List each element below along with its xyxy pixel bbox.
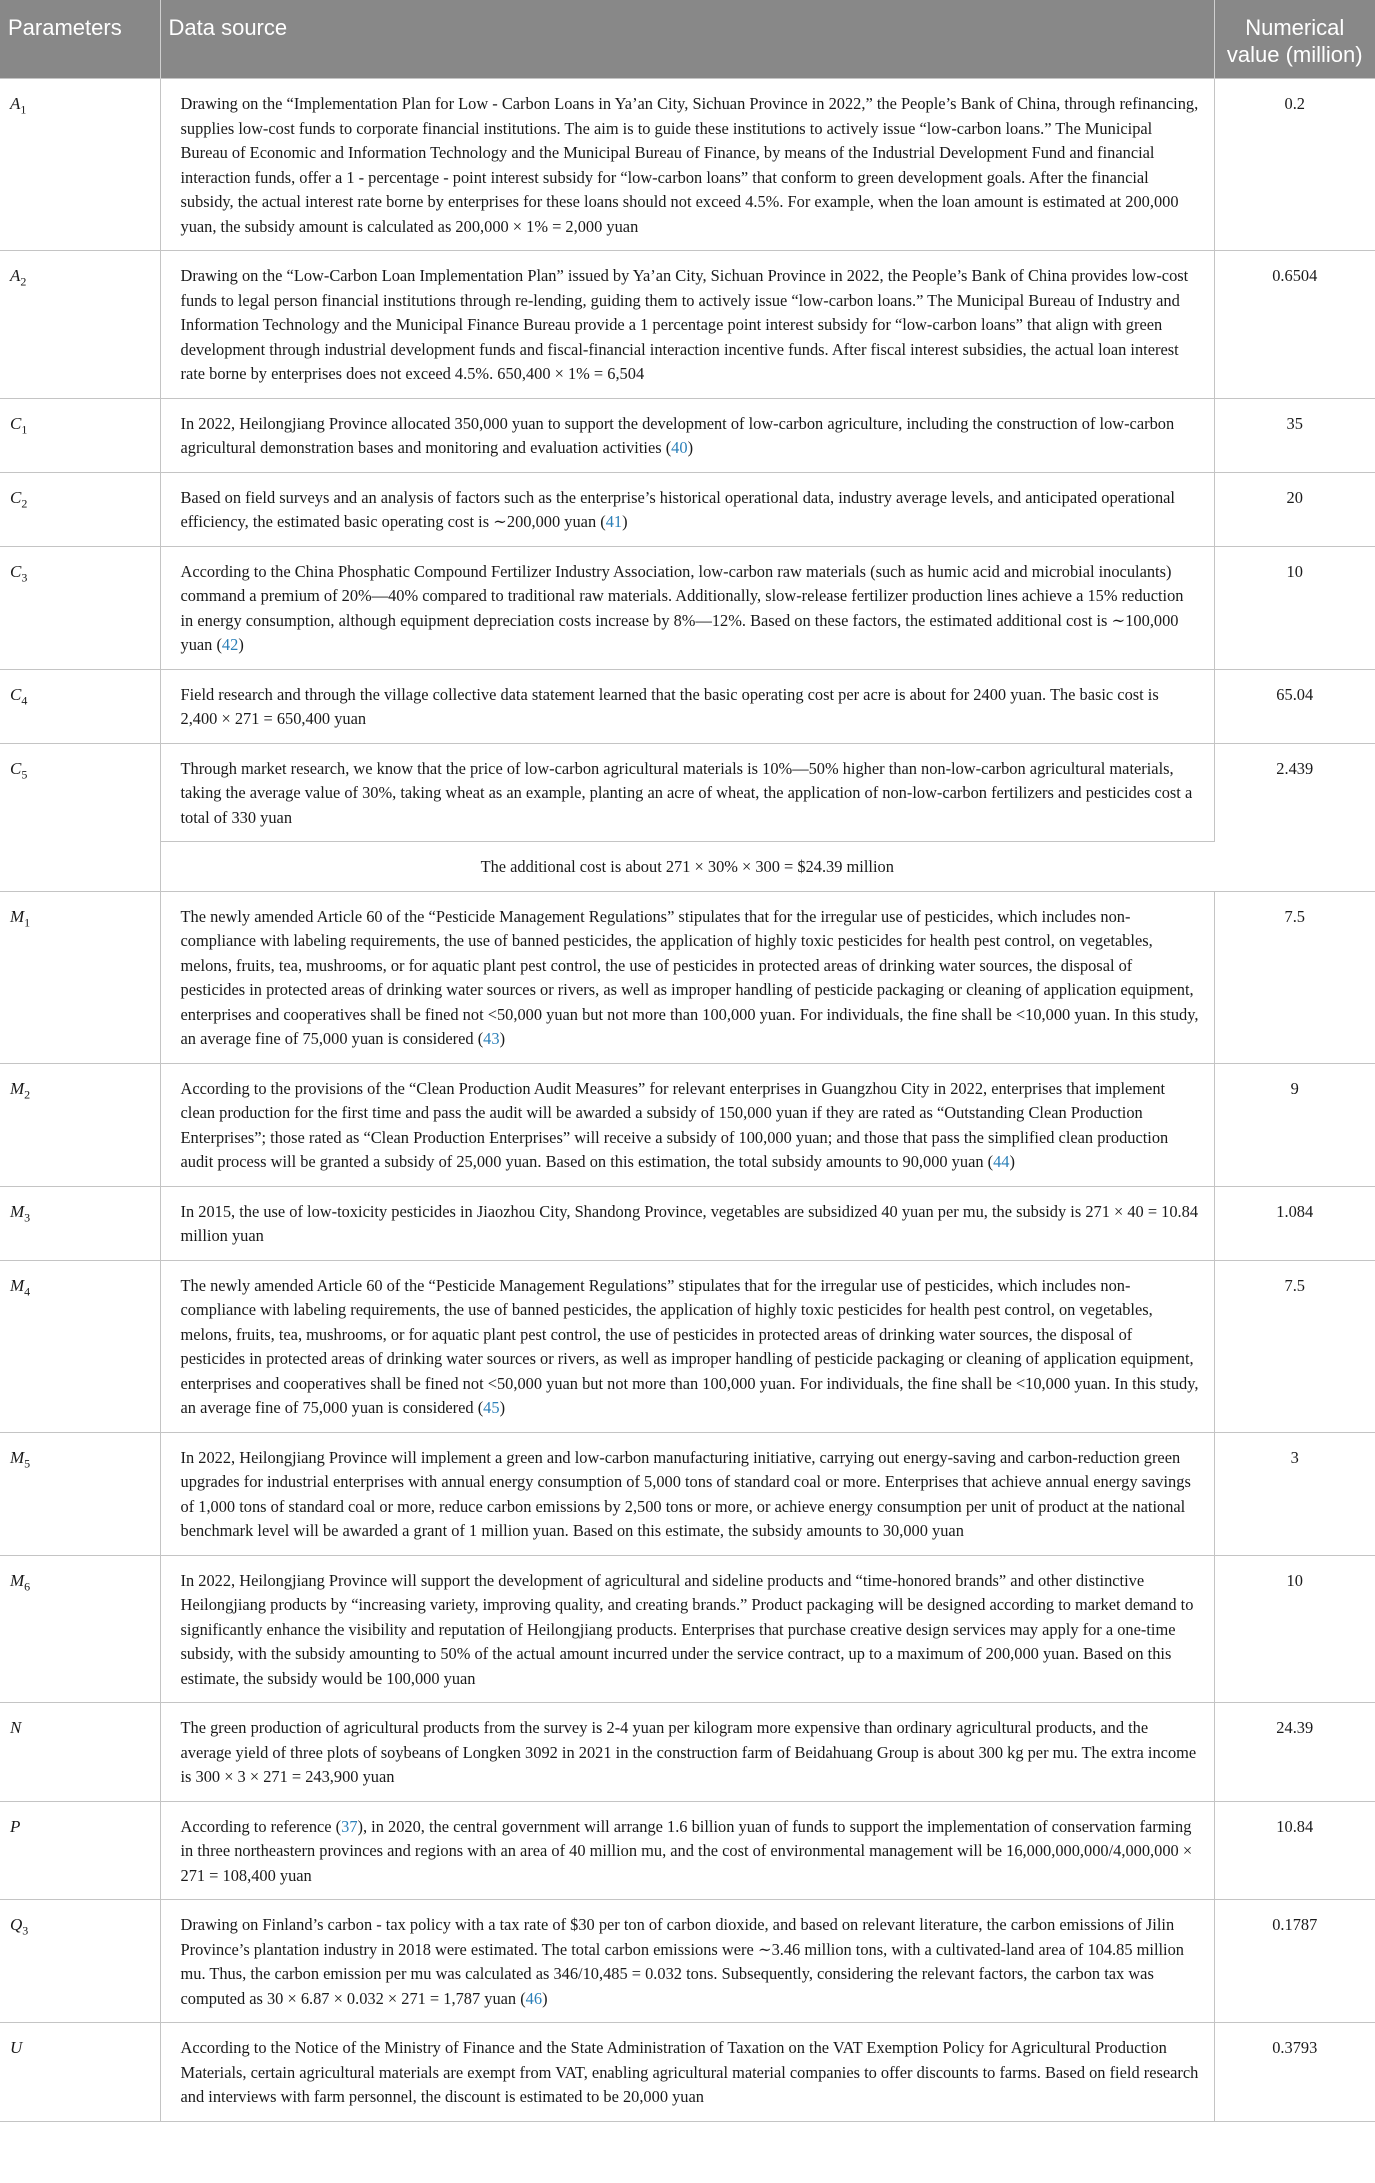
parameter-cell — [0, 79, 160, 251]
reference-link[interactable]: 41 — [605, 512, 623, 531]
param-subscript: 1 — [20, 102, 27, 117]
source-text: In 2022, Heilongjiang Province allocated 350,000 yuan to support the development of low-carbon agriculture, including the construction of low-carbon agricultural demonstration bases and monitoring and evaluation activities ( — [180, 413, 1175, 457]
source-cell — [160, 546, 1214, 669]
source-text: In 2022, Heilongjiang Province will implement a green and low-carbon manufacturing initiative, carrying out energy-saving and carbon-reduction green upgrades for industrial enterprises with annual energy consumption of 5,000 tons of standard coal or more. Enterprises that achieve annual energy savings of 1,000 tons of standard coal or more, reduce carbon emissions by 2,500 tons or more, or achieve energy consumption per unit of product at the national benchmark level will be awarded a grant of 1 million yuan. Based on this estimate, the subsidy amounts to 30,000 yuan — [180, 1447, 1191, 1540]
source-cell — [160, 472, 1214, 546]
table-row — [0, 669, 1375, 743]
source-text: According to the China Phosphatic Compound Fertilizer Industry Association, low-carbon raw materials (such as humic acid and microbial inoculants) command a premium of 20%—40% compared to traditional raw materials. Additionally, slow-release fertilizer production lines achieve a 15% reduction in energy consumption, although equipment depreciation costs increase by 8%—12%. Based on these factors, the estimated additional cost is ∼100,000 yuan ( — [180, 561, 1184, 654]
source-cell — [160, 1432, 1214, 1555]
table-row — [0, 79, 1375, 251]
source-cell — [160, 669, 1214, 743]
source-text-tail: ) — [1009, 1152, 1015, 1171]
source-cell — [160, 2023, 1214, 2122]
value-cell: 0.3793 — [1214, 2023, 1375, 2122]
table-row — [0, 1432, 1375, 1555]
source-cell — [160, 1703, 1214, 1802]
reference-link[interactable]: 37 — [341, 1816, 358, 1836]
value-cell: 3 — [1214, 1432, 1375, 1555]
header-numerical-value: Numerical value (million) — [1214, 0, 1375, 79]
param-subscript: 2 — [24, 1086, 31, 1101]
source-text-tail: ) — [238, 635, 244, 654]
value-cell: 2.439 — [1214, 743, 1375, 891]
value-cell: 35 — [1214, 398, 1375, 472]
param-symbol: U — [10, 2038, 23, 2057]
source-text: According to the provisions of the “Clean Production Audit Measures” for relevant enterprises in Guangzhou City in 2022, enterprises that implement clean production for the first time and pass the audit will be awarded a subsidy of 150,000 yuan if they are rated as “Outstanding Clean Production Enterprises”; those rated as “Clean Production Enterprises” will receive a subsidy of 100,000 yuan; and those that pass the simplified clean production audit process will be granted a subsidy of 25,000 yuan. Based on this estimation, the total subsidy amounts to 90,000 yuan ( — [180, 1078, 1169, 1171]
param-subscript: 3 — [21, 569, 28, 584]
param-subscript: 5 — [24, 1455, 31, 1470]
reference-link[interactable]: 45 — [483, 1398, 500, 1417]
parameter-cell — [0, 1801, 160, 1900]
value-cell: 10 — [1214, 1555, 1375, 1703]
parameter-cell — [0, 891, 160, 1063]
value-cell: 0.2 — [1214, 79, 1375, 251]
parameter-cell — [0, 743, 160, 891]
value-cell: 10.84 — [1214, 1801, 1375, 1900]
parameter-cell — [0, 669, 160, 743]
value-cell: 65.04 — [1214, 669, 1375, 743]
param-symbol: M — [10, 1275, 25, 1295]
source-cell — [160, 1801, 1214, 1900]
reference-link[interactable]: 44 — [993, 1152, 1010, 1171]
value-cell: 1.084 — [1214, 1186, 1375, 1260]
parameter-cell — [0, 2023, 160, 2122]
source-text: The newly amended Article 60 of the “Pesticide Management Regulations” stipulates that for the irregular use of pesticides, which includes non-compliance with labeling requirements, the use of banned pesticides, the application of highly toxic pesticides for health pest control, on vegetables, melons, fruits, tea, mushrooms, or for aquatic plant pest control, the use of pesticides in protected areas of drinking water sources, the disposal of pesticides in protected areas of drinking water sources or rivers, as well as improper handling of pesticide packaging or cleaning of application equipment, enterprises and cooperatives shall be fined not <50,000 yuan but not more than 100,000 yuan. For individuals, the fine shall be <10,000 yuan. In this study, an average fine of 75,000 yuan is considered ( — [180, 906, 1199, 1048]
param-symbol: M — [10, 1201, 25, 1221]
table-row — [0, 1900, 1375, 2023]
param-subscript: 1 — [24, 914, 31, 929]
table-row — [0, 472, 1375, 546]
source-text: Drawing on the “Implementation Plan for Low - Carbon Loans in Ya’an City, Sichuan Province in 2022,” the People’s Bank of China, through refinancing, supplies low-cost funds to corporate financial institutions. The aim is to guide these institutions to actively issue “low-carbon loans.” The Municipal Bureau of Economic and Information Technology and the Municipal Bureau of Finance, by means of the Industrial Development Fund and financial interaction funds, offer a 1 - percentage - point interest subsidy for “low-carbon loans” that conform to green development goals. After the financial subsidy, the actual interest rate borne by enterprises for these loans should not exceed 4.5%. For example, when the loan amount is estimated at 200,000 yuan, the subsidy amount is calculated as 200,000 × 1% = 2,000 yuan — [180, 94, 1199, 236]
source-cell — [160, 891, 1214, 1063]
table-row — [0, 1260, 1375, 1432]
parameter-cell — [0, 1555, 160, 1703]
param-subscript: 2 — [21, 495, 28, 510]
parameter-cell — [0, 546, 160, 669]
param-symbol: M — [10, 1078, 25, 1098]
source-text-tail: ) — [499, 1029, 506, 1048]
source-cell — [160, 842, 1214, 892]
source-text-tail: ) — [499, 1398, 506, 1417]
source-cell — [160, 1900, 1214, 2023]
param-symbol: M — [10, 1447, 25, 1467]
source-text: Field research and through the village collective data statement learned that the basic operating cost per acre is about for 2400 yuan. The basic cost is 2,400 × 271 = 650,400 yuan — [180, 684, 1159, 728]
source-cell — [160, 1555, 1214, 1703]
source-cell — [160, 251, 1214, 399]
table-row — [0, 1555, 1375, 1703]
param-symbol: Q — [10, 1915, 23, 1934]
param-subscript: 4 — [24, 1283, 31, 1298]
source-text-tail: ), in 2020, the central government will arrange 1.6 billion yuan of funds to support the implementation of conservation farming in three northeastern provinces and regions with an area of 40 million mu, and the cost of environmental management will be 16,000,000,000/4,000,000 × 271 = 108,400 yuan — [180, 1816, 1193, 1885]
table-row — [0, 842, 1375, 892]
value-cell: 20 — [1214, 472, 1375, 546]
param-subscript: 3 — [22, 1923, 29, 1938]
param-subscript: 1 — [21, 421, 28, 436]
value-cell: 0.1787 — [1214, 1900, 1375, 2023]
table-row — [0, 546, 1375, 669]
header-row — [0, 0, 1375, 79]
param-symbol: M — [10, 906, 25, 926]
source-text-tail: ) — [542, 1988, 548, 2008]
param-symbol: C — [10, 561, 22, 581]
value-cell: 7.5 — [1214, 1260, 1375, 1432]
source-text: Through market research, we know that the price of low-carbon agricultural materials is 10%—50% higher than non-low-carbon agricultural materials, taking the average value of 30%, taking wheat as an example, planting an acre of wheat, the application of non-low-carbon fertilizers and pesticides cost a total of 330 yuan — [180, 758, 1193, 827]
param-symbol: N — [10, 1718, 22, 1737]
table-row — [0, 1801, 1375, 1900]
param-symbol: P — [10, 1816, 21, 1836]
reference-link[interactable]: 42 — [221, 635, 239, 654]
reference-link[interactable]: 40 — [671, 438, 688, 457]
source-cell — [160, 1260, 1214, 1432]
header-parameters: Parameters — [0, 0, 160, 79]
source-cell — [160, 1186, 1214, 1260]
parameter-cell — [0, 398, 160, 472]
source-cell — [160, 1063, 1214, 1186]
table-row — [0, 1063, 1375, 1186]
param-symbol: C — [10, 413, 22, 433]
param-symbol: C — [10, 758, 22, 778]
source-text: Based on field surveys and an analysis of factors such as the enterprise’s historical operational data, industry average levels, and anticipated operational efficiency, the estimated basic operating cost is ∼200,000 yuan ( — [180, 487, 1175, 531]
source-text: Drawing on the “Low-Carbon Loan Implementation Plan” issued by Ya’an City, Sichuan Province in 2022, the People’s Bank of China provides low-cost funds to legal person financial institutions through re-lending, guiding them to actively issue “low-carbon loans.” The Municipal Bureau of Industry and Information Technology and the Municipal Finance Bureau provide a 1 percentage point interest subsidy for “low-carbon loans” that align with green development through industrial development funds and fiscal-financial interaction incentive funds. After fiscal interest subsidies, the actual loan interest rate borne by enterprises does not exceed 4.5%. 650,400 × 1% = 6,504 — [180, 266, 1189, 383]
source-text: In 2022, Heilongjiang Province will support the development of agricultural and sideline products and “time-honored brands” and other distinctive Heilongjiang products by “increasing variety, improving quality, and creating brands.” Product packaging will be designed according to market demand to significantly enhance the visibility and reputation of Heilongjiang products. Enterprises that purchase creative design services may apply for a one-time subsidy, with the subsidy amounting to 50% of the actual amount incurred under the service contract, up to a maximum of 200,000 yuan. Based on this estimate, the subsidy would be 100,000 yuan — [180, 1570, 1194, 1688]
table-row — [0, 1703, 1375, 1802]
table-row — [0, 2023, 1375, 2122]
source-text-tail: ) — [687, 438, 694, 457]
source-cell — [160, 398, 1214, 472]
parameter-cell — [0, 1703, 160, 1802]
param-symbol: C — [10, 684, 22, 704]
reference-link[interactable]: 46 — [525, 1988, 543, 2008]
source-text: The additional cost is about 271 × 30% × 300 = $24.39 million — [480, 857, 894, 876]
value-cell: 0.6504 — [1214, 251, 1375, 399]
parameter-cell — [0, 1186, 160, 1260]
parameter-cell — [0, 1063, 160, 1186]
source-text: The newly amended Article 60 of the “Pesticide Management Regulations” stipulates that for the irregular use of pesticides, which includes non-compliance with labeling requirements, the use of banned pesticides, the application of highly toxic pesticides for health pest control, on vegetables, melons, fruits, tea, mushrooms, or for aquatic plant pest control, the use of pesticides in protected areas of drinking water sources, the disposal of pesticides in protected areas of drinking water sources or rivers, as well as improper handling of pesticide packaging or cleaning of application equipment, enterprises and cooperatives shall be fined not <50,000 yuan but not more than 100,000 yuan. For individuals, the fine shall be <10,000 yuan. In this study, an average fine of 75,000 yuan is considered ( — [180, 1275, 1199, 1417]
source-text: The green production of agricultural products from the survey is 2-4 yuan per kilogram more expensive than ordinary agricultural products, and the average yield of three plots of soybeans of Longken 3092 in 2021 in the construction farm of Beidahuang Group is about 300 kg per mu. The extra income is 300 × 3 × 271 = 243,900 yuan — [180, 1718, 1197, 1786]
table-row — [0, 743, 1375, 842]
source-cell — [160, 79, 1214, 251]
parameter-cell — [0, 1432, 160, 1555]
param-symbol: A — [10, 94, 21, 113]
param-subscript: 6 — [24, 1578, 31, 1593]
value-cell: 24.39 — [1214, 1703, 1375, 1802]
param-subscript: 3 — [24, 1209, 31, 1224]
source-text: Drawing on Finland’s carbon - tax policy with a tax rate of $30 per ton of carbon dioxide, and based on relevant literature, the carbon emissions of Jilin Province’s plantation industry in 2018 were estimated. The total carbon emissions were ∼3.46 million tons, with a cultivated-land area of 104.85 million mu. Thus, the carbon emission per mu was calculated as 346/10,485 = 0.032 tons. Subsequently, considering the relevant factors, the carbon tax was computed as 30 × 6.87 × 0.032 × 271 = 1,787 yuan ( — [180, 1915, 1184, 2008]
param-subscript: 5 — [21, 766, 28, 781]
header-data-source: Data source — [160, 0, 1214, 79]
source-cell — [160, 743, 1214, 842]
parameter-cell — [0, 1900, 160, 2023]
table-row — [0, 398, 1375, 472]
source-text-tail: ) — [622, 512, 628, 531]
param-subscript: 2 — [20, 274, 27, 289]
param-symbol: C — [10, 487, 22, 507]
table-row — [0, 251, 1375, 399]
source-text: According to reference ( — [180, 1816, 342, 1836]
source-text: In 2015, the use of low-toxicity pesticides in Jiaozhou City, Shandong Province, vegetables are subsidized 40 yuan per mu, the subsidy is 271 × 40 = 10.84 million yuan — [180, 1201, 1199, 1245]
source-text: According to the Notice of the Ministry of Finance and the State Administration of Taxation on the VAT Exemption Policy for Agricultural Production Materials, certain agricultural materials are exempt from VAT, enabling agricultural material companies to offer discounts to farms. Based on field research and interviews with farm personnel, the discount is estimated to be 20,000 yuan — [180, 2038, 1199, 2106]
value-cell: 7.5 — [1214, 891, 1375, 1063]
value-cell: 9 — [1214, 1063, 1375, 1186]
value-cell: 10 — [1214, 546, 1375, 669]
param-symbol: M — [10, 1570, 25, 1590]
param-symbol: A — [10, 266, 21, 285]
parameter-cell — [0, 472, 160, 546]
param-subscript: 4 — [21, 692, 28, 707]
table-row — [0, 891, 1375, 1063]
table-row — [0, 1186, 1375, 1260]
parameter-cell — [0, 251, 160, 399]
parameter-cell — [0, 1260, 160, 1432]
reference-link[interactable]: 43 — [483, 1029, 500, 1048]
